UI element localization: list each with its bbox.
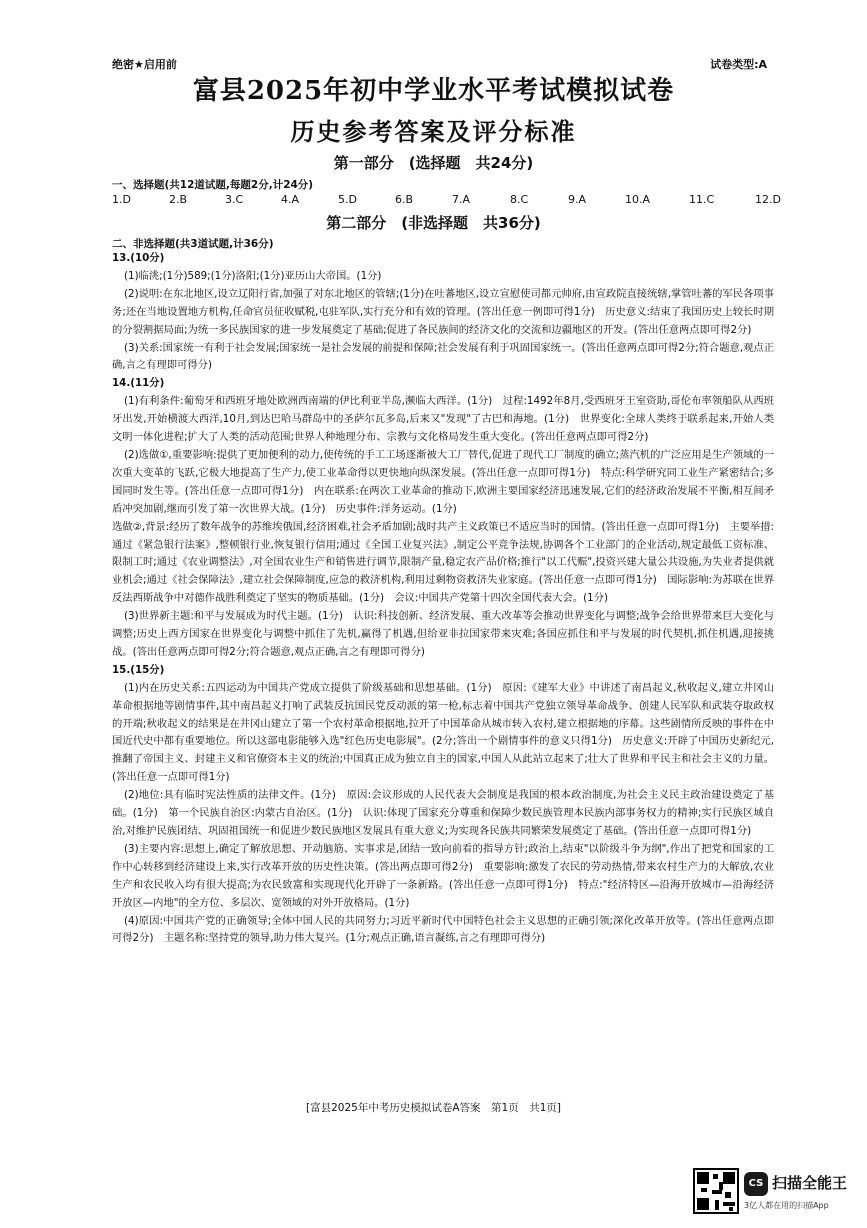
answer-item: 12.D [755, 193, 781, 206]
answer-item: 10.A [625, 193, 651, 206]
answer-item: 9.A [568, 193, 587, 206]
part2-heading: 第二部分 (非选择题 共36分) [326, 214, 541, 232]
scanner-app-name: 扫描全能王 [772, 1174, 848, 1192]
q15-answer-1: (1)内在历史关系:五四运动为中国共产党成立提供了阶级基础和思想基础。(1分) 原因:《建军大业》中讲述了南昌起义,秋收起义,建立井冈山革命根据地等剧情事件,其中南昌起义打响了武装反抗国民党反动派的第一枪,标志着中国共产党独立领导革命战争、创建人民军队和武装夺取政权的开端;秋收起义的结果是在井冈山建立了第一个农村革命根据地,拉开了中国革命从城市转入农村,建立根据地的序幕。这些剧情所反映的事件在中国近代史中都有重要地位。所以这部电影能够入选"红色历史电影展"。(2分;答出一个剧情事件的意义只得1分) 历史意义:开辟了中国历史新纪元,推翻了帝国主义、封建主义和官僚资本主义的统治;中国真正成为独立自主的国家,中国人从此站立起来了;壮大了世界和平民主和社会主义的力量。(答出任意一点即可得1分) [112, 681, 774, 784]
confidential-label: 绝密★启用前 [112, 58, 177, 71]
q13-answer-1: (1)临洮;(1分)589;(1分)洛阳;(1分)亚历山大帝国。(1分) [124, 269, 382, 282]
q15-answer-3: (3)主要内容:思想上,确定了解放思想、开动脑筋、实事求是,团结一致向前看的指导方针;政治上,结束"以阶级斗争为纲",作出了把党和国家的工作中心转移到经济建设上来,实行改革开放的历史性决策。(答出两点即可得2分) 重要影响:激发了农民的劳动热情,带来农村生产力的大解放,农业生产和农民收入均有很大提高;为农民致富和实现现代化开辟了一条新路。(答出任意一点即可得1分) 特点:"经济特区—沿海开放城市—沿海经济开放区—内地"的全方位、多层次、宽领域的对外开放格局。(1分) [112, 842, 774, 909]
page-footer: [富县2025年中考历史模拟试卷A答案 第1页 共1页] [306, 1102, 561, 1114]
scanner-tagline: 3亿人都在用的扫描App [744, 1201, 829, 1210]
camscanner-logo-icon: CS [744, 1172, 768, 1196]
q14-answer-2: (2)选做①,重要影响:提供了更加便利的动力,使传统的手工工场逐渐被大工厂替代,促进了现代工厂制度的确立;蒸汽机的广泛应用是生产领域的一次重大变革的飞跃,它极大地提高了生产力,使工业革命得以更快地向纵深发展。(答出任意一点即可得1分) 特点:科学研究同工业生产紧密结合;多国同时发生等。(答出任意一点即可得1分) 内在联系:在两次工业革命的推动下,欧洲主要国家经济迅速发展,它们的经济政治发展不平衡,相互间矛盾冲突加剧,继而引发了第一次世界大战。(1分) 历史事件:洋务运动。(1分) [112, 448, 774, 515]
part1-section-title: 一、选择题(共12道试题,每题2分,计24分) [112, 179, 314, 191]
q15-answer-4: (4)原因:中国共产党的正确领导;全体中国人民的共同努力;习近平新时代中国特色社会主义思想的正确引领;深化改革开放等。(答出任意两点即可得2分) 主题名称:坚持党的领导,助力伟大复兴。(1分;观点正确,语言凝练,言之有理即可得分) [112, 914, 774, 945]
q13-answer-3: (3)关系:国家统一有利于社会发展;国家统一是社会发展的前提和保障;社会发展有利于巩固国家统一。(答出任意两点即可得2分;符合题意,观点正确,言之有理即可得分) [112, 341, 774, 372]
part2-section-title: 二、非选择题(共3道试题,计36分) [112, 238, 274, 250]
answer-item: 7.A [452, 193, 471, 206]
exam-title: 富县2025年初中学业水平考试模拟试卷 [192, 76, 675, 106]
q14-answer-1: (1)有利条件:葡萄牙和西班牙地处欧洲西南端的伊比利亚半岛,濒临大西洋。(1分) 过程:1492年8月,受西班牙王室资助,哥伦布率领船队从西班牙出发,开始横渡大西洋,10月,到达巴哈马群岛中的圣萨尔瓦多岛,后来又"发现"了古巴和海地。(1分) 世界变化:全球人类终于联系起来,开始人类文明一体化进程;扩大了人类的活动范围;世界人种地理分布、宗教与文化格局发生重大变化。(答出任意两点即可得2分) [112, 395, 774, 444]
question-13-number: 13.(10分) [112, 252, 165, 264]
answer-item: 3.C [225, 193, 244, 206]
q14-answer-2b: 选做②,背景:经历了数年战争的苏维埃俄国,经济困难,社会矛盾加剧;战时共产主义政策已不适应当时的国情。(答出任意一点即可得1分) 主要举措:通过《紧急银行法案》,整顿银行业,恢复银行信用;通过《全国工业复兴法》,制定公平竞争法规,协调各个工业部门的企业活动,规定最低工资标准、限制工时;通过《农业调整法》,对全国农业生产和销售进行调节,限制产量,稳定农产品价格;推行"以工代赈",投资兴建大量公共设施,为失业者提供就业机会;通过《社会保障法》,建立社会保障制度,应急的救济机构,利用过剩物资救济失业家庭。(答出任意一点即可得1分) 国际影响:为苏联在世界反法西斯战争中对德作战胜利奠定了坚实的物质基础。(1分) 会议:中国共产党第十四次全国代表大会。(1分) [112, 520, 774, 605]
paper-type-label: 试卷类型:A [710, 58, 767, 71]
q14-answer-3: (3)世界新主题:和平与发展成为时代主题。(1分) 认识:科技创新、经济发展、重大改革等会推动世界变化与调整;战争会给世界带来巨大变化与调整;历史上西方国家在世界变化与调整中抓住了先机,赢得了机遇,但给亚非拉国家带来灾难;各国应抓住和平与发展的时代契机,抓住机遇,迎接挑战。(答出任意两点即可得2分;符合题意,观点正确,言之有理即可得分) [112, 610, 774, 658]
answer-item: 5.D [338, 193, 357, 206]
answer-item: 6.B [395, 193, 414, 206]
answer-item: 2.B [169, 193, 188, 206]
part1-heading: 第一部分 (选择题 共24分) [333, 154, 534, 172]
question-15-number: 15.(15分) [112, 663, 165, 676]
answer-item: 1.D [112, 193, 131, 206]
answer-body [112, 250, 774, 948]
answer-item: 8.C [510, 193, 529, 206]
answer-item: 11.C [689, 193, 715, 206]
choice-answer-row [112, 193, 792, 209]
question-14-number: 14.(11分) [112, 377, 165, 390]
exam-subtitle: 历史参考答案及评分标准 [290, 117, 577, 146]
answer-item: 4.A [281, 193, 300, 206]
qr-code-icon [693, 1168, 739, 1214]
q13-answer-2: (2)说明:在东北地区,设立辽阳行省,加强了对东北地区的管辖;(1分)在吐蕃地区,设立宣慰使司都元帅府,由宣政院直接统辖,掌管吐蕃的军民各项事务;还在当地设置地方机构,任命官员征收赋税,屯驻军队,实行充分和有效的管理。(答出任意一例即可得1分) 历史意义:结束了我国历史上较长时期的分裂割据局面;为统一多民族国家的进一步发展奠定了基础;促进了各民族间的经济文化的交流和边疆地区的开发。(答出任意两点即可得2分) [112, 287, 774, 336]
q15-answer-2: (2)地位:具有临时宪法性质的法律文件。(1分) 原因:会议形成的人民代表大会制度是我国的根本政治制度,为社会主义民主政治建设奠定了基础。(1分) 第一个民族自治区:内蒙古自治区。(1分) 认识:体现了国家充分尊重和保障少数民族管理本民族内部事务权力的精神;实行民族区域自治,对维护民族团结、巩固祖国统一和促进少数民族地区发展具有重大意义;为实现各民族共同繁荣发展奠定了基础。(答出任意一点即可得1分) [112, 789, 774, 837]
